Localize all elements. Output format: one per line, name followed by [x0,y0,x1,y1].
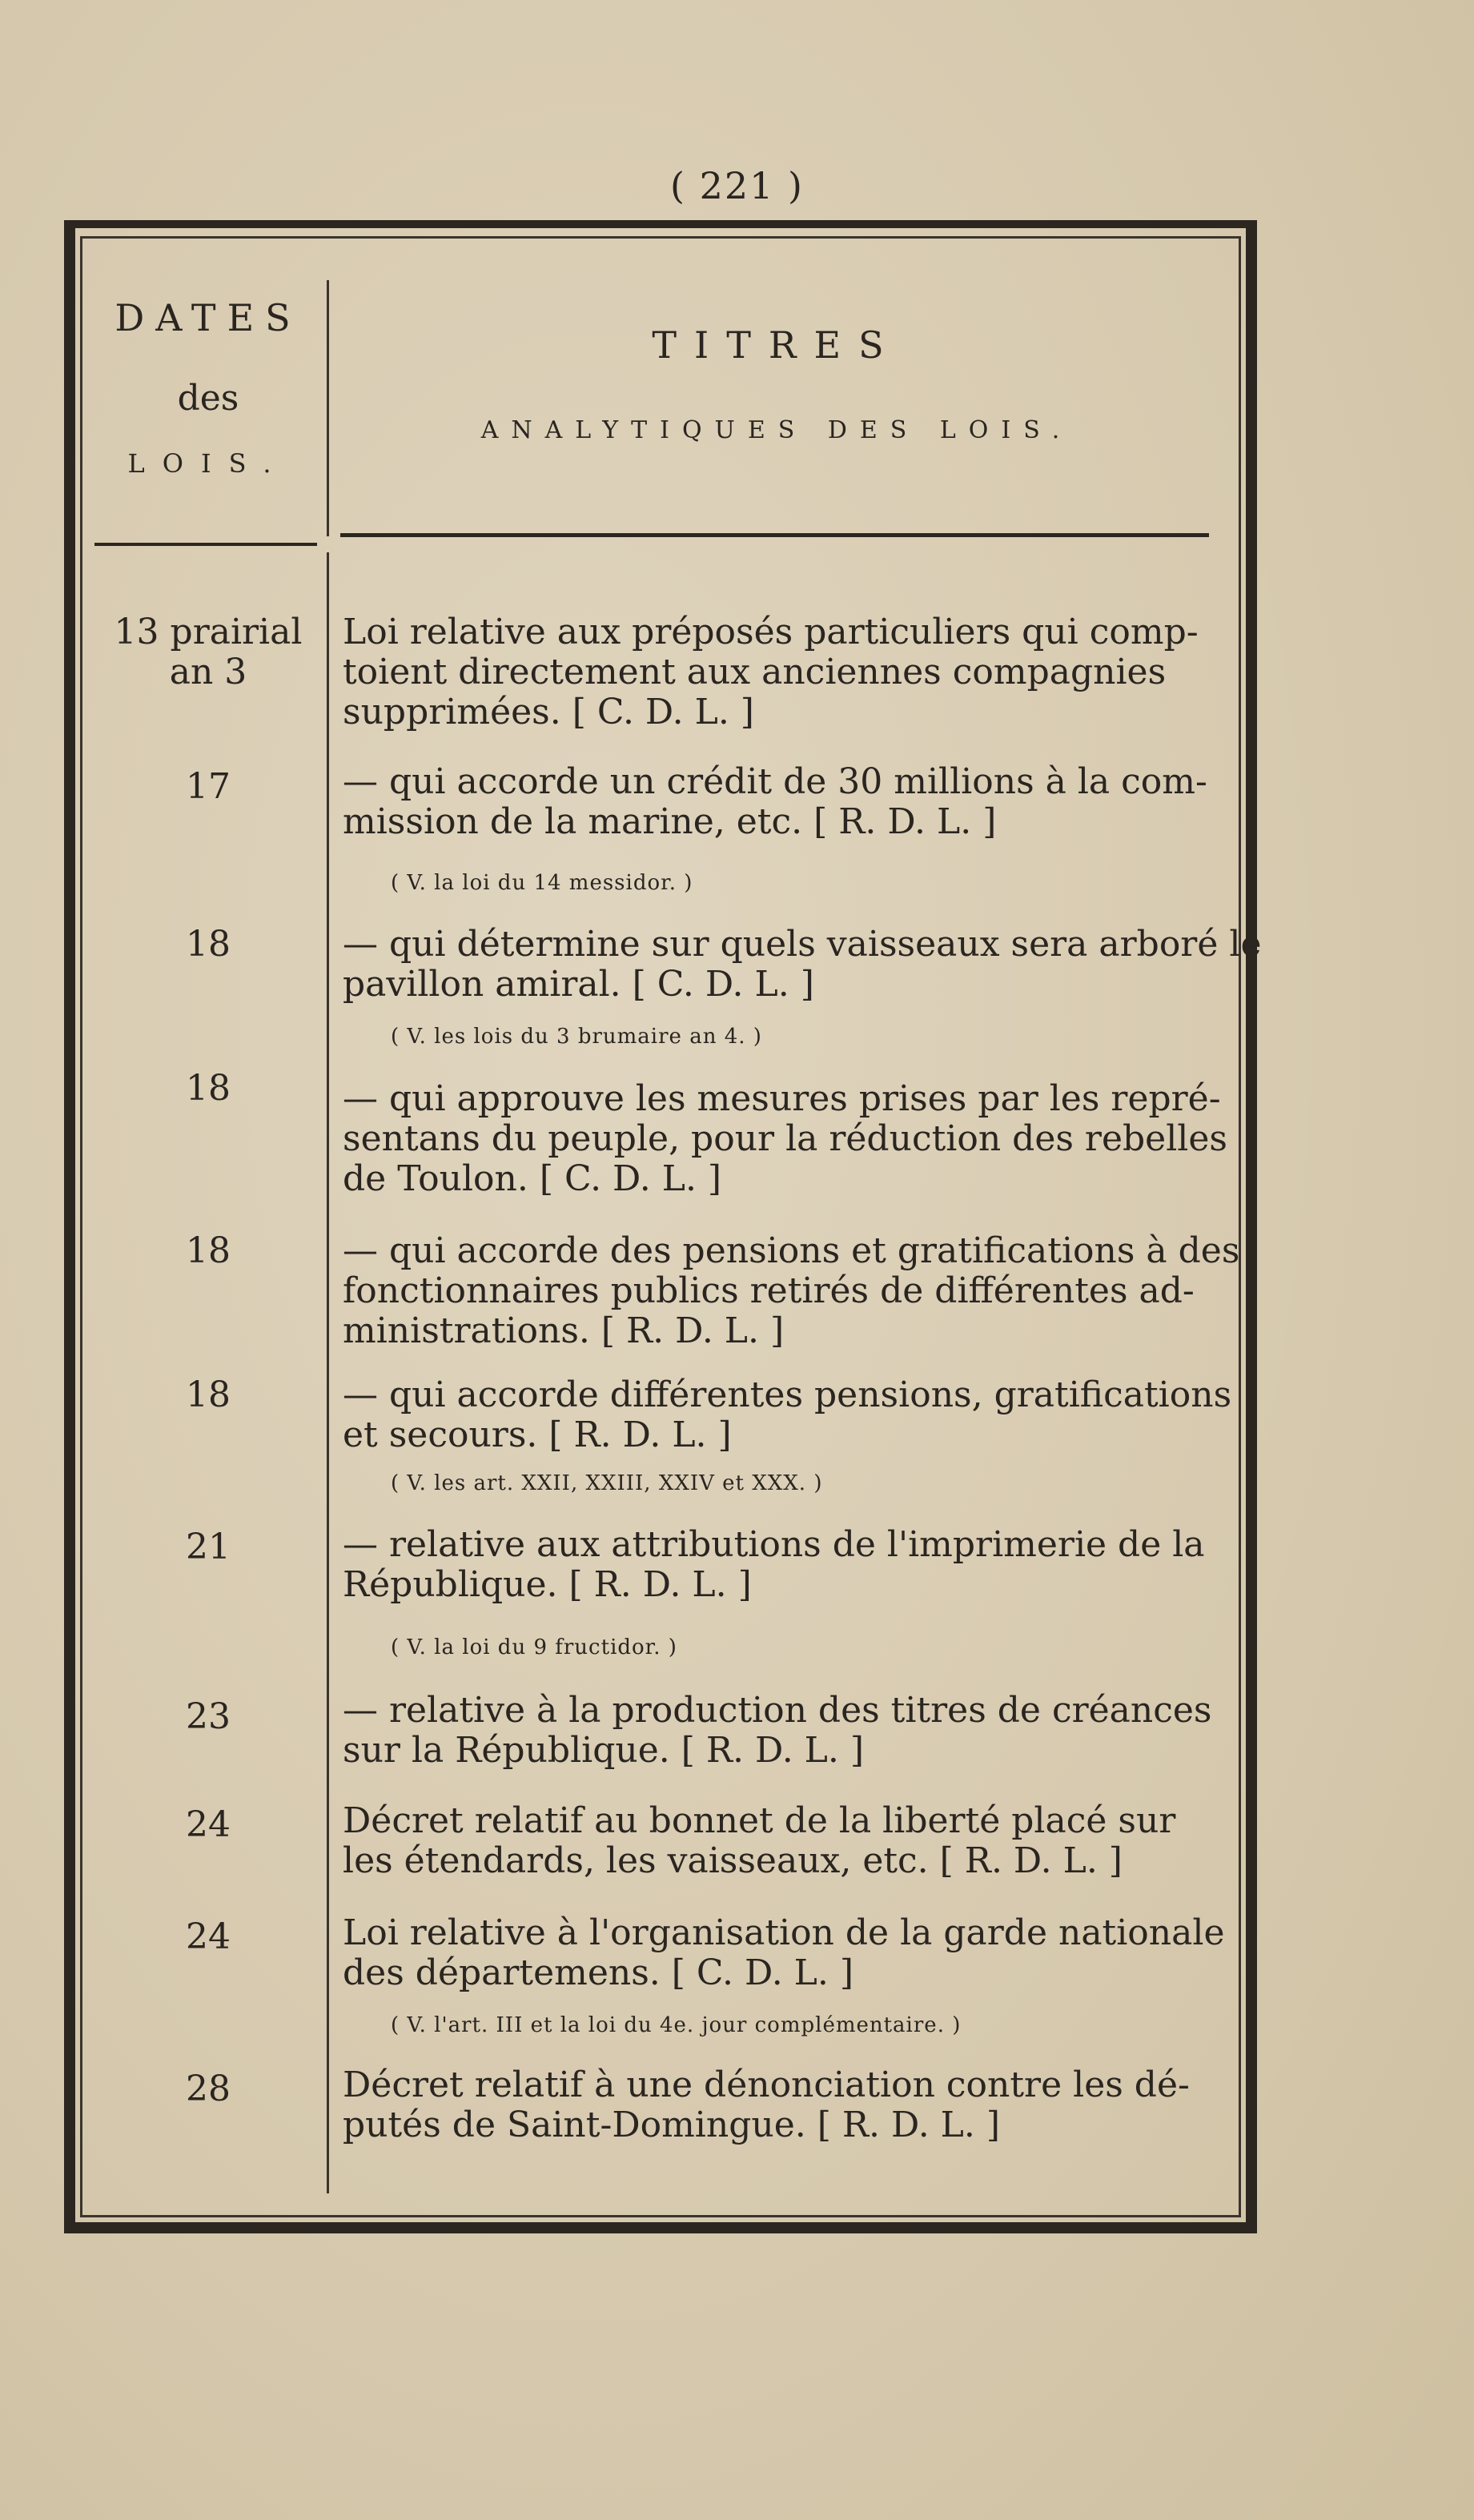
entry-title: — qui accorde différentes pensions, gratifications et secours. [ R. D. L. ] [343,1374,1232,1455]
entry-title: — qui accorde des pensions et gratifications à des fonctionnaires publics retirés de différentes ad- ministrations. [ R. D. L. ] [343,1230,1240,1351]
entry-title: Décret relatif à une dénonciation contre les dé- putés de Saint-Domingue. [ R. D. L. ] [343,2065,1190,2145]
entry-date: 18 [186,1374,231,1415]
entry-title: Loi relative aux préposés particuliers qui comp- toient directement aux anciennes compagnies supprimées. [ C. D. L. ] [343,612,1199,732]
entry-date: 23 [186,1696,231,1737]
entry-date: 28 [186,2069,231,2109]
column-divider [327,280,329,536]
entry-note: ( V. les lois du 3 brumaire an 4. ) [391,1025,762,1049]
entry-date: 24 [186,1916,231,1957]
header-analytiques: ANALYTIQUES DES LOIS. [480,416,1073,444]
entry-title: Loi relative à l'organisation de la garde nationale des départemens. [ C. D. L. ] [343,1912,1225,1993]
entry-title: — qui approuve les mesures prises par les repré- sentans du peuple, pour la réduction des rebelles de Toulon. [ C. D. L. ] [343,1078,1227,1199]
entry-date: 21 [186,1527,231,1567]
entry-title: — relative aux attributions de l'imprimerie de la République. [ R. D. L. ] [343,1524,1205,1605]
entry-title: — qui accorde un crédit de 30 millions à la com- mission de la marine, etc. [ R. D. L. ] [343,761,1207,842]
entry-note: ( V. la loi du 9 fructidor. ) [391,1635,677,1659]
header-lois: LOIS. [127,448,289,479]
header-rule [340,533,1209,537]
header-rule [94,543,317,546]
column-divider [327,552,329,2193]
header-dates: DATES [114,296,302,339]
entry-date: 18 [186,1230,231,1271]
entry-date: 13 prairial an 3 [114,612,303,692]
entry-note: ( V. la loi du 14 messidor. ) [391,871,693,895]
header-des: des [177,378,239,419]
entry-note: ( V. les art. XXII, XXIII, XXIV et XXX. ) [391,1471,823,1495]
entry-note: ( V. l'art. III et la loi du 4e. jour complémentaire. ) [391,2013,962,2037]
entry-title: Décret relatif au bonnet de la liberté placé sur les étendards, les vaisseaux, etc. [ R. D. L. ] [343,1800,1176,1881]
entry-date: 18 [186,1068,231,1109]
entry-title: — qui détermine sur quels vaisseaux sera arboré le pavillon amiral. [ C. D. L. ] [343,924,1262,1005]
page-number: ( 221 ) [670,164,804,207]
entry-date: 18 [186,924,231,965]
entry-title: — relative à la production des titres de créances sur la République. [ R. D. L. ] [343,1690,1212,1771]
header-titres: TITRES [652,323,902,367]
entry-date: 24 [186,1804,231,1845]
entry-date: 17 [186,766,231,807]
